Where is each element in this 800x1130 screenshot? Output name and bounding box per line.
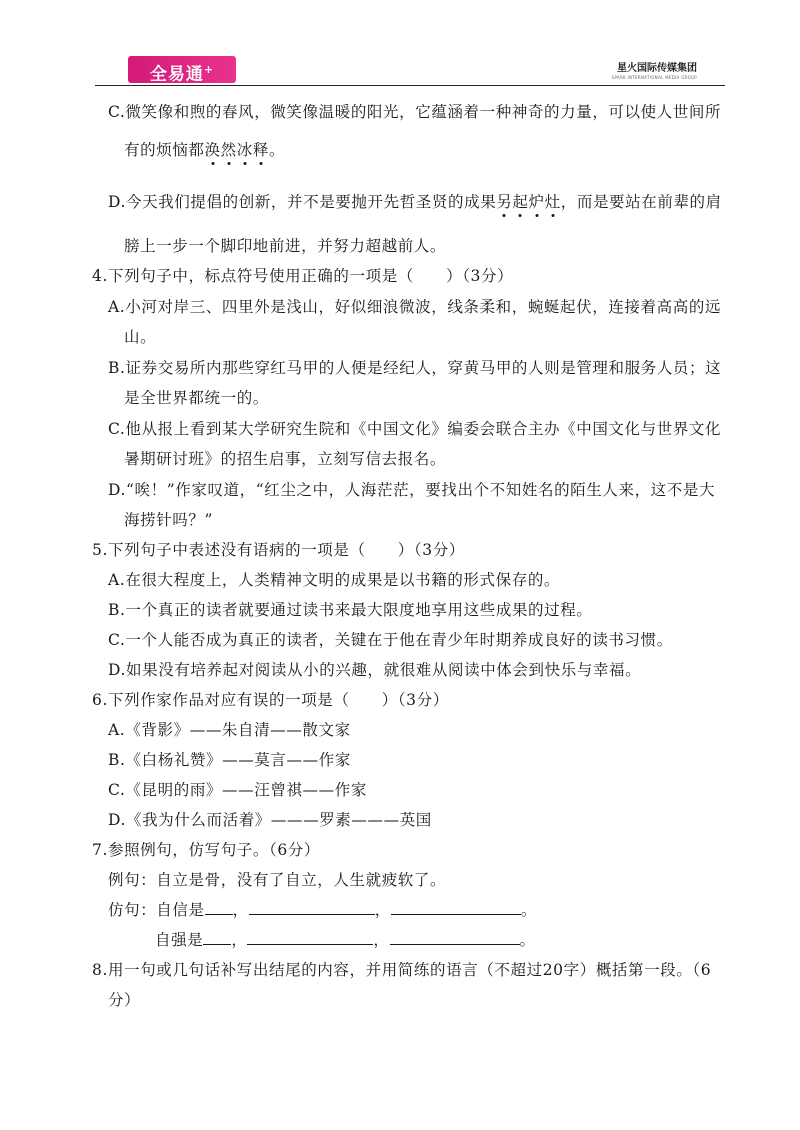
q4-option-b-line1: B.证券交易所内那些穿红马甲的人便是经纪人，穿黄马甲的人则是管理和服务人员；这 <box>108 359 722 377</box>
q6-option-b: B.《白杨礼赞》——莫言——作家 <box>108 751 351 769</box>
publisher-name: 星火国际传媒集团 <box>617 63 697 74</box>
page-header <box>95 52 725 86</box>
q5-option-d: D.如果没有培养起对阅读从小的兴趣，就很难从阅读中体会到快乐与幸福。 <box>108 661 642 679</box>
period: 。 <box>519 931 536 949</box>
q4-option-c-line2: 暑期研讨班》的招生启事，立刻写信去报名。 <box>124 450 447 468</box>
dotted-char: 灶 <box>544 193 561 211</box>
dotted-char: 冰 <box>236 141 253 159</box>
header-divider <box>95 85 725 86</box>
q4-option-d-line1: D.“唉！”作家叹道，“红尘之中，人海茫茫，要找出个不知姓名的陌生人来，这不是大 <box>108 481 716 499</box>
q7-imitation-line2 <box>155 928 536 950</box>
q5-option-a: A.在很大程度上，人类精神文明的成果是以书籍的形式保存的。 <box>108 571 561 589</box>
comma: ， <box>374 901 391 919</box>
q7-example: 例句：自立是骨，没有了自立，人生就疲软了。 <box>108 871 447 889</box>
q3-option-c-line2 <box>124 138 285 160</box>
answer-blank[interactable] <box>203 930 231 945</box>
q6-option-c: C.《昆明的雨》——汪曾祺——作家 <box>108 781 367 799</box>
comma: ， <box>231 931 248 949</box>
answer-blank[interactable] <box>247 930 373 945</box>
publisher <box>612 59 697 80</box>
q3-d-text-end: ，而是要站在前辈的肩 <box>560 193 722 211</box>
q3-c-end: 。 <box>268 141 286 159</box>
comma: ， <box>373 931 390 949</box>
comma: ， <box>232 901 249 919</box>
dotted-char: 炉 <box>528 193 545 211</box>
q6-option-a: A.《背影》——朱自清——散文家 <box>108 721 351 739</box>
q4-option-d-line2: 海捞针吗？” <box>124 511 214 529</box>
dotted-char: 释 <box>252 141 269 159</box>
dotted-char: 涣 <box>204 141 221 159</box>
q3-option-d-line2: 膀上一步一个脚印地前进，并努力超越前人。 <box>124 237 447 255</box>
period: 。 <box>520 901 537 919</box>
q4-option-b-line2: 是全世界都统一的。 <box>124 389 269 407</box>
dotted-char: 另 <box>496 193 513 211</box>
q6-stem: 6.下列作家作品对应有误的一项是（ ）（3分） <box>92 691 449 709</box>
q7-imitation-line1 <box>108 898 537 920</box>
q7-stem: 7.参照例句，仿写句子。（6分） <box>92 841 321 859</box>
q4-option-a-line2: 山。 <box>124 328 157 346</box>
dotted-char: 起 <box>512 193 529 211</box>
q5-option-b: B.一个真正的读者就要通过读书来最大限度地享用这些成果的过程。 <box>108 601 593 619</box>
brand-logo <box>128 56 236 83</box>
logo-mark: + <box>203 63 215 76</box>
q5-option-c: C.一个人能否成为真正的读者，关键在于他在青少年时期养成良好的读书习惯。 <box>108 631 673 649</box>
q3-c-text: 有的烦恼都 <box>124 141 205 159</box>
q8-stem-line2: 分） <box>108 991 141 1009</box>
q7-fang-label: 仿句：自信是 <box>108 901 205 919</box>
dotted-char: 然 <box>220 141 237 159</box>
answer-blank[interactable] <box>249 900 375 915</box>
q5-stem: 5.下列句子中表述没有语病的一项是（ ）（3分） <box>92 541 465 559</box>
q4-stem: 4.下列句子中，标点符号使用正确的一项是（ ）（3分） <box>92 267 514 285</box>
answer-blank[interactable] <box>390 930 520 945</box>
q4-option-c-line1: C.他从报上看到某大学研究生院和《中国文化》编委会联合主办《中国文化与世界文化 <box>108 420 722 438</box>
answer-blank[interactable] <box>205 900 233 915</box>
q8-stem-line1: 8.用一句或几句话补写出结尾的内容，并用简练的语言（不超过20字）概括第一段。（6 <box>92 961 712 979</box>
q3-d-text: D.今天我们提倡的创新，并不是要抛开先哲圣贤的成果 <box>108 193 497 211</box>
q4-option-a-line1: A.小河对岸三、四里外是浅山，好似细浪微波，线条柔和，蜿蜒起伏，连接着高高的远 <box>108 298 722 316</box>
q6-option-d: D.《我为什么而活着》———罗素———英国 <box>108 811 432 829</box>
answer-blank[interactable] <box>391 900 521 915</box>
q3-option-c-line1: C.微笑像和煦的春风，微笑像温暖的阳光，它蕴涵着一种神奇的力量，可以使人世间所 <box>108 103 722 121</box>
logo-text: 全易通 <box>149 64 204 85</box>
publisher-name-en: SPARK INTERNATIONAL MEDIA GROUP <box>611 75 697 80</box>
q7-zq-label: 自强是 <box>155 931 204 949</box>
q3-option-d-line1 <box>108 190 722 212</box>
